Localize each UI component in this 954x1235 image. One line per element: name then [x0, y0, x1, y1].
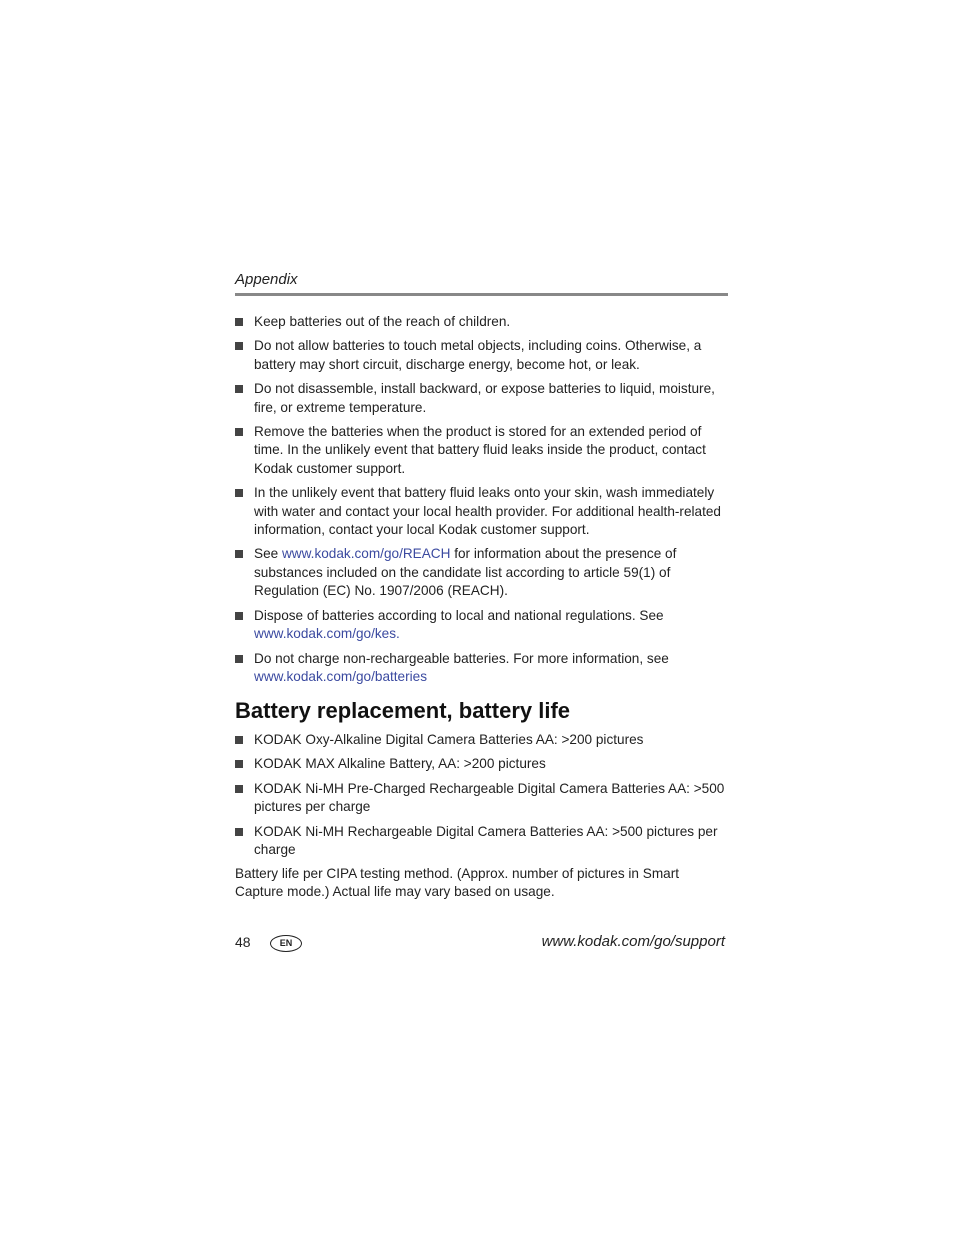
battery-safety-list — [235, 313, 728, 692]
battery-life-list — [235, 731, 728, 865]
list-item-text: KODAK MAX Alkaline Battery, AA: >200 pictures — [254, 756, 546, 772]
bullet-square-icon — [235, 489, 243, 497]
url-link[interactable]: www.kodak.com/go/kes. — [254, 626, 400, 642]
list-item — [235, 380, 728, 417]
list-item — [235, 313, 728, 331]
list-item-text: KODAK Oxy-Alkaline Digital Camera Batteries AA: >200 pictures — [254, 732, 644, 747]
list-item-text: for information about the presence of substances included on the candidate list according to article 59(1) of Regulation (EC) No. 1907/2006 (REACH). — [254, 546, 677, 599]
page-header — [235, 270, 728, 296]
list-item-text: See — [254, 546, 282, 562]
page-number: 48 — [235, 934, 251, 950]
list-item-text: Remove the batteries when the product is stored for an extended period of time. In the unlikely event that battery fluid leaks inside the product, contact Kodak customer support. — [254, 424, 706, 476]
page-footer — [235, 932, 725, 954]
header-title: Appendix — [235, 271, 298, 288]
list-item-text: In the unlikely event that battery fluid leaks onto your skin, wash immediately with water and contact your local health provider. For additional health-related information, contact your local Kodak customer support. — [254, 485, 721, 538]
bullet-square-icon — [235, 760, 243, 768]
list-item — [235, 607, 728, 644]
list-item — [235, 823, 728, 860]
header-rule — [235, 293, 728, 296]
bullet-square-icon — [235, 385, 243, 393]
list-item-text: Dispose of batteries according to local and national regulations. See — [254, 607, 664, 623]
bullet-square-icon — [235, 550, 243, 558]
list-item — [235, 337, 728, 374]
url-link[interactable]: www.kodak.com/go/REACH — [281, 546, 451, 562]
list-item-text: Keep batteries out of the reach of children. — [254, 314, 511, 329]
battery-life-note: Battery life per CIPA testing method. (Approx. number of pictures in Smart Capture mode.) Actual life may vary based on usage. — [235, 866, 680, 900]
list-item-text: KODAK Ni-MH Pre-Charged Rechargeable Digital Camera Batteries AA: >500 pictures per charge — [254, 780, 725, 815]
section-heading: Battery replacement, battery life — [235, 698, 571, 723]
bullet-square-icon — [235, 428, 243, 436]
url-link[interactable]: www.kodak.com/go/batteries — [254, 668, 428, 684]
bullet-square-icon — [235, 342, 243, 350]
bullet-square-icon — [235, 828, 243, 836]
list-item — [235, 755, 728, 773]
list-item — [235, 545, 728, 600]
list-item — [235, 484, 728, 539]
list-item-text: Do not allow batteries to touch metal objects, including coins. Otherwise, a battery may short circuit, discharge energy, become hot, or leak. — [254, 338, 702, 372]
list-item — [235, 780, 728, 817]
list-item-text: Do not disassemble, install backward, or expose batteries to liquid, moisture, fire, or extreme temperature. — [254, 381, 715, 415]
bullet-square-icon — [235, 318, 243, 326]
bullet-square-icon — [235, 655, 243, 663]
list-item — [235, 731, 728, 749]
language-badge: EN — [270, 935, 302, 952]
list-item-text: Do not charge non-rechargeable batteries. For more information, see — [254, 650, 669, 666]
bullet-square-icon — [235, 785, 243, 793]
list-item — [235, 423, 728, 478]
bullet-square-icon — [235, 612, 243, 620]
bullet-square-icon — [235, 736, 243, 744]
list-item-text: KODAK Ni-MH Rechargeable Digital Camera Batteries AA: >500 pictures per charge — [254, 823, 718, 858]
footer-url[interactable]: www.kodak.com/go/support — [541, 933, 725, 950]
list-item — [235, 650, 728, 687]
